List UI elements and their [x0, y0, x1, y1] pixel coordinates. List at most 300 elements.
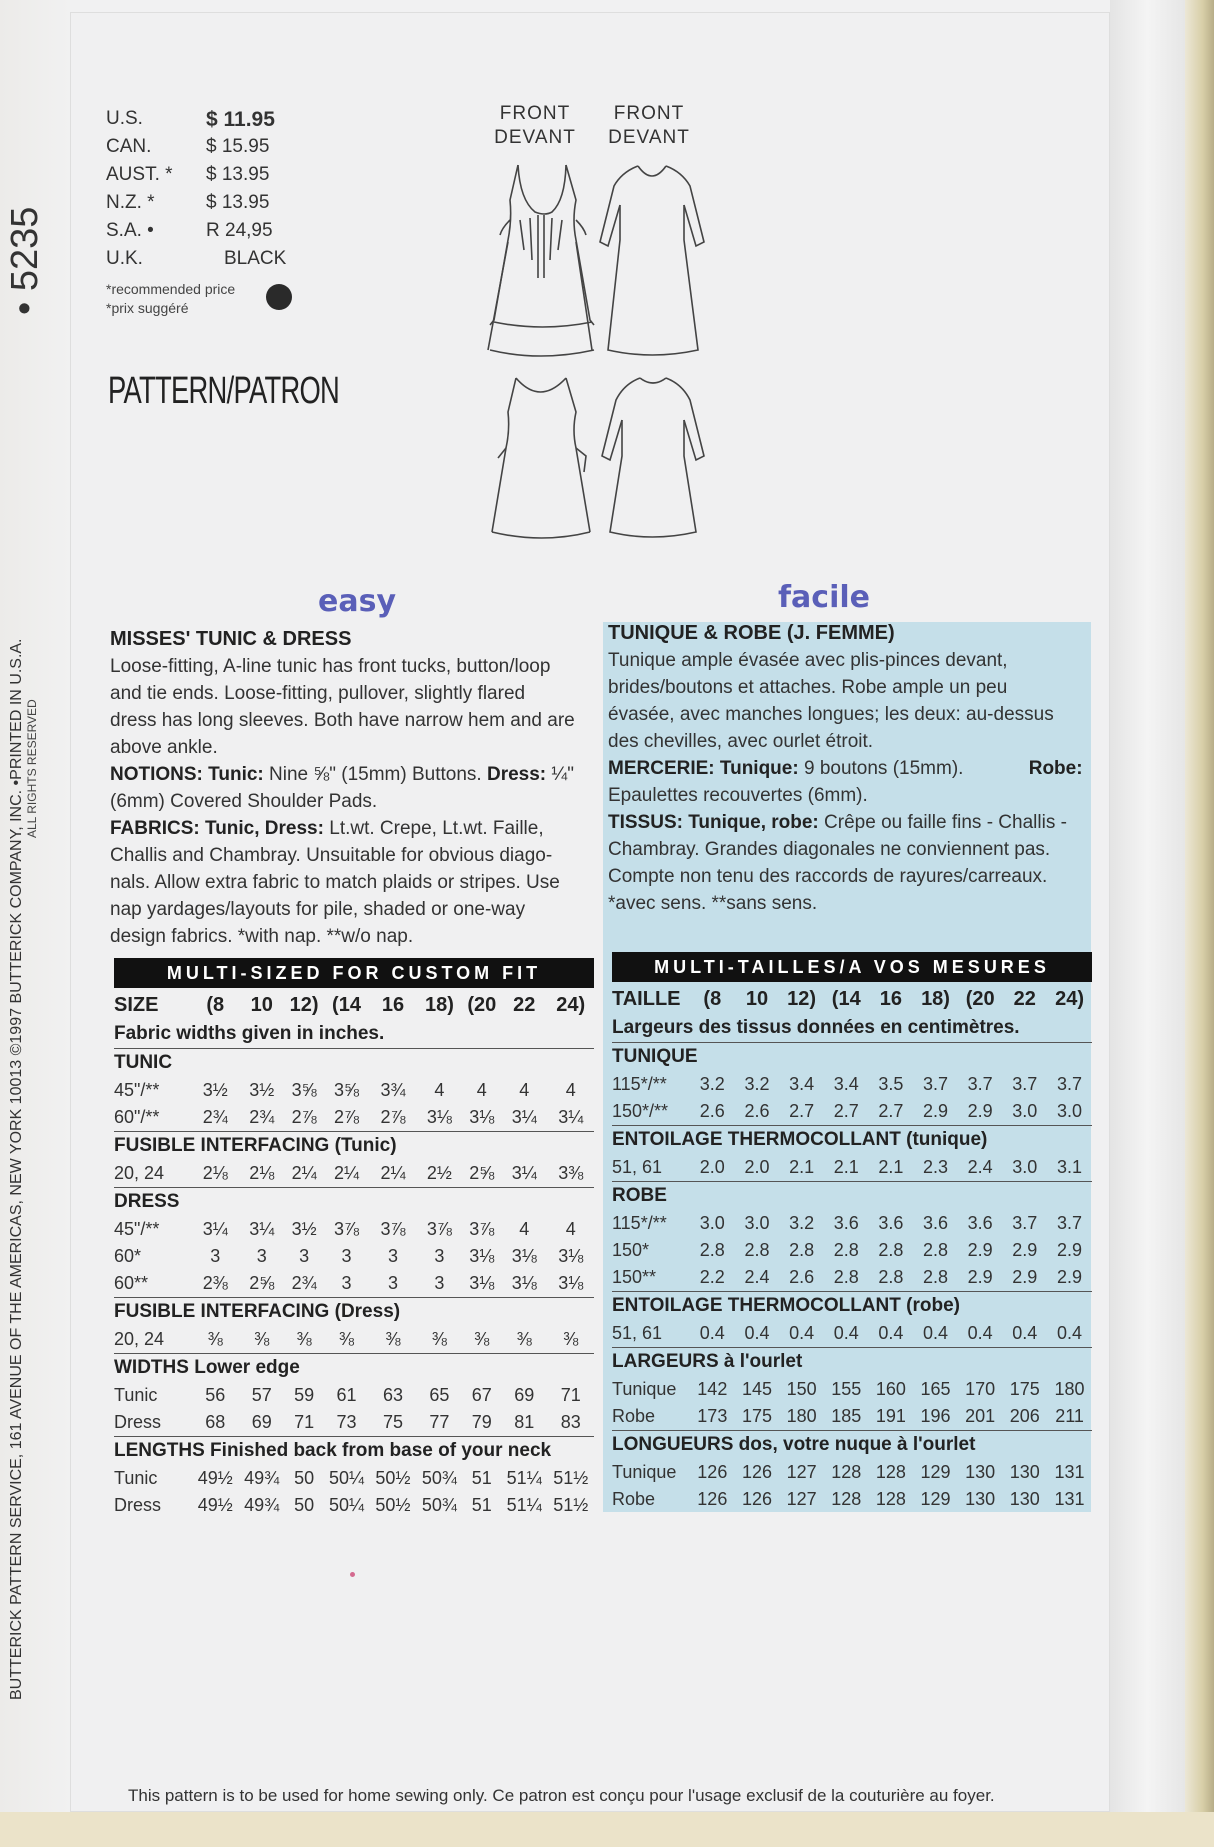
table-cell: 2⅝ [469, 1163, 495, 1183]
table-cell: 2.7 [878, 1101, 904, 1121]
table-cell: 3⅞ [380, 1219, 406, 1239]
mercerie-label: MERCERIE: Tunique: [608, 758, 799, 779]
table-cell: 128 [831, 1462, 862, 1482]
row-label: 20, 24 [114, 1163, 165, 1183]
table-cell: 3¼ [511, 1163, 537, 1183]
table-cell: 3 [299, 1246, 310, 1266]
price-country: CAN. [106, 136, 152, 157]
table-cell: ⅜ [563, 1329, 579, 1349]
table-row [114, 1077, 594, 1104]
table-cell: 71 [294, 1412, 315, 1432]
description-line: and tie ends. Loose-fitting, pullover, slightly flared [110, 683, 526, 704]
section-heading-row [612, 1126, 1092, 1155]
table-cell: 49¾ [244, 1468, 280, 1488]
table-cell: 3 [341, 1273, 352, 1293]
section-heading-row [114, 1437, 594, 1466]
table-cell: 3.0 [1057, 1101, 1083, 1121]
section-heading-row [114, 1132, 594, 1161]
section-heading-row [114, 1354, 594, 1383]
view-label-line: FRONT [613, 103, 685, 124]
table-row [612, 1376, 1092, 1403]
table-cell: 2.9 [1057, 1267, 1083, 1287]
table-cell: 3⅛ [558, 1273, 584, 1293]
table-cell: 127 [786, 1462, 817, 1482]
table-cell: 165 [920, 1379, 951, 1399]
tunic-back-sketch [492, 378, 590, 538]
table-cell: 3.6 [878, 1213, 904, 1233]
section-heading-row [612, 1182, 1092, 1211]
description-line: des chevilles, avec ourlet étroit. [608, 731, 874, 752]
price-row [106, 192, 296, 220]
table-cell: 49½ [197, 1495, 233, 1515]
table-cell: 2.7 [789, 1101, 815, 1121]
table-cell: 2¼ [333, 1163, 359, 1183]
table-cell: 150 [786, 1379, 817, 1399]
price-row [106, 220, 296, 248]
table-cell: 3 [434, 1273, 445, 1293]
table-cell: 51¼ [506, 1495, 542, 1515]
section-heading: DRESS [114, 1188, 594, 1217]
table-cell: 77 [429, 1412, 450, 1432]
tissus-line [608, 809, 1092, 836]
row-label: 60** [114, 1273, 149, 1293]
description-line: dress has long sleeves. Both have narrow hem and are [110, 710, 575, 731]
table-cell: 57 [251, 1385, 272, 1405]
table-cell: 126 [697, 1462, 728, 1482]
table-cell: 3 [256, 1246, 267, 1266]
table-row [114, 1492, 594, 1519]
table-cell: 2.0 [699, 1157, 725, 1177]
table-cell: 50 [294, 1468, 315, 1488]
table-cell: 2.3 [923, 1157, 949, 1177]
tissus-line: *avec sens. **sans sens. [608, 893, 818, 914]
table-cell: 3.7 [967, 1074, 993, 1094]
table-cell: 2.9 [967, 1101, 993, 1121]
envelope-right-edge [1185, 0, 1214, 1847]
table-cell: 3½ [249, 1080, 275, 1100]
table-cell: 65 [429, 1385, 450, 1405]
price-value: $ 13.95 [206, 192, 270, 213]
table-cell: 73 [336, 1412, 357, 1432]
table-cell: 61 [336, 1385, 357, 1405]
table-cell: 170 [965, 1379, 996, 1399]
black-dot-marker [266, 284, 292, 310]
section-heading: TUNIQUE [612, 1043, 1092, 1072]
table-cell: 0.4 [789, 1323, 815, 1343]
table-cell: 130 [1009, 1489, 1040, 1509]
table-cell: 185 [831, 1406, 862, 1426]
table-row [612, 1210, 1092, 1237]
table-cell: 2.8 [699, 1240, 725, 1260]
table-cell: 50½ [375, 1495, 411, 1515]
mercerie-line: Epaulettes recouvertes (6mm). [608, 785, 868, 806]
table-cell: 3⅛ [558, 1246, 584, 1266]
view-label-line: DEVANT [608, 127, 690, 148]
size-cell: (14 [332, 993, 361, 1016]
table-cell: 3.0 [1012, 1157, 1038, 1177]
table-cell: 128 [875, 1489, 906, 1509]
price-row [106, 108, 296, 136]
table-cell: 3.4 [833, 1074, 859, 1094]
table-cell: 69 [514, 1385, 535, 1405]
widths-note: Fabric widths given in inches. [114, 1023, 385, 1044]
size-cell: 12) [787, 987, 817, 1010]
row-label: Tunic [114, 1468, 158, 1488]
row-label: Robe [612, 1406, 656, 1426]
table-cell: 3.2 [699, 1074, 725, 1094]
section-heading-row [114, 1188, 594, 1217]
table-cell: 2.8 [833, 1267, 859, 1287]
table-cell: 131 [1054, 1462, 1085, 1482]
table-cell: 50¼ [328, 1495, 364, 1515]
table-cell: ⅜ [516, 1329, 532, 1349]
price-country: U.S. [106, 108, 143, 129]
row-label: 51, 61 [612, 1157, 663, 1177]
table-cell: 0.4 [923, 1323, 949, 1343]
size-cell: 18) [424, 993, 454, 1016]
row-label: Dress [114, 1412, 162, 1432]
size-cell: 16 [879, 987, 902, 1010]
table-cell: 75 [382, 1412, 403, 1432]
table-cell: 2⅝ [249, 1273, 275, 1293]
table-cell: 3⅛ [469, 1246, 495, 1266]
table-cell: 2⅞ [333, 1107, 359, 1127]
table-cell: 3⅛ [511, 1246, 537, 1266]
table-cell: 2.8 [878, 1267, 904, 1287]
price-row [106, 136, 296, 164]
row-label: Tunic [114, 1385, 158, 1405]
table-cell: 2.2 [699, 1267, 725, 1287]
table-cell: 2.6 [699, 1101, 725, 1121]
price-row [106, 248, 296, 276]
notions-dress-label: Dress: [486, 764, 547, 785]
table-cell: 0.4 [699, 1323, 725, 1343]
table-cell: 128 [831, 1489, 862, 1509]
table-cell: 3.7 [1012, 1074, 1038, 1094]
table-cell: 3¼ [202, 1219, 228, 1239]
table-cell: 3.7 [1057, 1213, 1083, 1233]
size-cell: (14 [831, 987, 861, 1010]
table-cell: 3¼ [249, 1219, 275, 1239]
table-cell: 3.4 [789, 1074, 815, 1094]
table-cell: 2.6 [744, 1101, 770, 1121]
table-cell: 0.4 [967, 1323, 993, 1343]
row-label: Dress [114, 1495, 162, 1515]
table-cell: 2.0 [744, 1157, 770, 1177]
table-cell: 67 [471, 1385, 492, 1405]
table-cell: 2.7 [833, 1101, 859, 1121]
table-cell: 2⅜ [202, 1273, 228, 1293]
table-cell: 4 [519, 1080, 530, 1100]
row-label: 60"/** [114, 1107, 160, 1127]
fabrics-text: Lt.wt. Crepe, Lt.wt. Faille, [329, 818, 544, 839]
description-line: brides/boutons et attaches. Robe ample un peu [608, 677, 1008, 698]
fabrics-label: FABRICS: Tunic, Dress: [110, 818, 324, 839]
table-cell: ⅜ [254, 1329, 270, 1349]
price-value: R 24,95 [206, 220, 273, 241]
dress-back-sketch [602, 378, 704, 537]
view-label-line: FRONT [499, 103, 571, 124]
english-description [110, 626, 596, 950]
table-row [612, 1264, 1092, 1292]
table-cell: 4 [565, 1219, 576, 1239]
table-cell: 3 [387, 1273, 398, 1293]
table-cell: 3¼ [558, 1107, 584, 1127]
table-cell: 68 [205, 1412, 226, 1432]
table-cell: 51½ [553, 1495, 589, 1515]
fabrics-line: nap yardages/layouts for pile, shaded or one-way [110, 899, 526, 920]
section-heading: LENGTHS Finished back from base of your neck [114, 1437, 594, 1466]
description-line: Loose-fitting, A-line tunic has front tucks, button/loop [110, 656, 551, 677]
description-line: évasée, avec manches longues; les deux: au-dessus [608, 704, 1054, 725]
tissus-line: Chambray. Grandes diagonales ne conviennent pas. [608, 839, 1051, 860]
notions-tunic: Nine ⅝" (15mm) Buttons. [269, 764, 482, 785]
pattern-title: PATTERN/PATRON [108, 370, 340, 412]
table-cell: 130 [1009, 1462, 1040, 1482]
section-heading: ENTOILAGE THERMOCOLLANT (robe) [612, 1292, 1092, 1321]
table-cell: 71 [560, 1385, 581, 1405]
table-cell: 191 [875, 1406, 906, 1426]
table-cell: 2.8 [923, 1267, 949, 1287]
table-row [114, 1409, 594, 1437]
row-label: 45"/** [114, 1080, 160, 1100]
table-cell: 173 [697, 1406, 728, 1426]
table-row [114, 1160, 594, 1188]
table-cell: 3⅞ [333, 1219, 359, 1239]
notions-label: NOTIONS: [110, 764, 203, 785]
section-heading-row [114, 1298, 594, 1327]
view-label-front-1 [480, 102, 590, 150]
size-cell: (8 [206, 993, 225, 1016]
row-label: 150** [612, 1267, 657, 1287]
tissus-label: TISSUS: Tunique, robe: [608, 812, 819, 833]
table-cell: 2⅛ [249, 1163, 275, 1183]
table-cell: 155 [831, 1379, 862, 1399]
table-cell: 79 [471, 1412, 492, 1432]
size-label: TAILLE [612, 987, 681, 1010]
size-cell: 10 [745, 987, 769, 1010]
row-label: Tunique [612, 1462, 677, 1482]
table-row [114, 1243, 594, 1270]
table-cell: 2.8 [923, 1240, 949, 1260]
table-cell: 3.6 [967, 1213, 993, 1233]
table-cell: 3 [210, 1246, 221, 1266]
table-cell: 63 [382, 1385, 403, 1405]
table-row [114, 1465, 594, 1492]
table-row [612, 1320, 1092, 1348]
price-value: $ 15.95 [206, 136, 270, 157]
price-note-fr: *prix suggéré [106, 300, 189, 316]
section-heading: ROBE [612, 1182, 1092, 1211]
table-cell: 50½ [375, 1468, 411, 1488]
table-cell: 51 [471, 1468, 492, 1488]
table-cell: 2.9 [967, 1267, 993, 1287]
table-cell: 3⅛ [469, 1107, 495, 1127]
table-cell: 180 [1054, 1379, 1085, 1399]
section-heading: ENTOILAGE THERMOCOLLANT (tunique) [612, 1126, 1092, 1155]
table-cell: 130 [965, 1489, 996, 1509]
table-cell: 211 [1055, 1406, 1084, 1426]
table-cell: 51 [471, 1495, 492, 1515]
table-cell: 0.4 [878, 1323, 904, 1343]
table-cell: ⅜ [474, 1329, 490, 1349]
price-country: N.Z. * [106, 192, 155, 213]
table-row [114, 1216, 594, 1243]
section-heading-row [114, 1049, 594, 1078]
notions-line [110, 761, 596, 788]
table-cell: 2¾ [202, 1107, 228, 1127]
table-cell: 3⅛ [511, 1273, 537, 1293]
price-row [106, 164, 296, 192]
table-cell: 2⅞ [291, 1107, 317, 1127]
table-cell: 2¼ [380, 1163, 406, 1183]
row-label: 115*/** [612, 1213, 667, 1233]
table-cell: 175 [1009, 1379, 1040, 1399]
table-cell: 126 [741, 1462, 772, 1482]
table-cell: 3½ [202, 1080, 228, 1100]
table-cell: 3 [387, 1246, 398, 1266]
mercerie-robe-label: Robe: [1028, 758, 1083, 779]
table-row [114, 1326, 594, 1354]
fabrics-line: design fabrics. *with nap. **w/o nap. [110, 926, 414, 947]
table-cell: ⅜ [431, 1329, 447, 1349]
table-cell: 2.6 [789, 1267, 815, 1287]
price-value: $ 11.95 [206, 108, 275, 131]
table-cell: 3.6 [833, 1213, 859, 1233]
table-cell: 2.4 [967, 1157, 993, 1177]
size-cell: 22 [1013, 987, 1036, 1010]
table-cell: 2.4 [744, 1267, 770, 1287]
table-cell: 0.4 [1012, 1323, 1038, 1343]
table-cell: 2.9 [923, 1101, 949, 1121]
table-row [612, 1486, 1092, 1513]
table-cell: 2¾ [291, 1273, 317, 1293]
row-label: 20, 24 [114, 1329, 165, 1349]
table-cell: 4 [565, 1080, 576, 1100]
table-cell: 2.9 [1012, 1240, 1038, 1260]
table-row [612, 1071, 1092, 1098]
row-label: 60* [114, 1246, 142, 1266]
table-cell: 2.8 [744, 1240, 770, 1260]
table-cell: 3.5 [878, 1074, 904, 1094]
price-note-en: *recommended price [106, 281, 236, 297]
price-value: BLACK [224, 248, 287, 269]
section-heading: FUSIBLE INTERFACING (Tunic) [114, 1132, 594, 1161]
table-cell: 50¾ [421, 1468, 457, 1488]
envelope-right-fold [1110, 0, 1185, 1847]
price-country: S.A. • [106, 220, 154, 241]
table-cell: 3.2 [744, 1074, 770, 1094]
table-cell: 175 [741, 1406, 772, 1426]
notions-tunic-label: Tunic: [208, 764, 264, 785]
french-description [608, 620, 1092, 917]
pattern-number: • 5235 [4, 206, 46, 315]
row-label: 51, 61 [612, 1323, 663, 1343]
table-cell: 50 [294, 1495, 315, 1515]
table-cell: 51¼ [506, 1468, 542, 1488]
footer-note: This pattern is to be used for home sewing only. Ce patron est conçu pour l'usage exclusif de la couturière au foyer. [128, 1786, 995, 1805]
fr-table-bar: MULTI-TAILLES/A VOS MESURES [612, 952, 1092, 982]
tunic-front-sketch [488, 165, 594, 356]
french-heading: TUNIQUE & ROBE (J. FEMME) [608, 622, 895, 644]
table-cell: 59 [294, 1385, 315, 1405]
section-heading: WIDTHS Lower edge [114, 1354, 594, 1383]
table-row [612, 1237, 1092, 1264]
english-heading: MISSES' TUNIC & DRESS [110, 628, 352, 650]
price-country: AUST. * [106, 164, 173, 185]
section-heading: LARGEURS à l'ourlet [612, 1348, 1092, 1377]
table-cell: 130 [965, 1462, 996, 1482]
easy-badge: easy [318, 584, 397, 619]
table-cell: 126 [697, 1489, 728, 1509]
table-cell: 131 [1054, 1489, 1085, 1509]
fr-yardage-table [612, 984, 1092, 1513]
view-label-front-2 [594, 102, 704, 150]
table-cell: 49½ [197, 1468, 233, 1488]
size-cell: (20 [965, 987, 995, 1010]
table-cell: 145 [741, 1379, 772, 1399]
section-heading-row [612, 1043, 1092, 1072]
table-cell: 2⅞ [380, 1107, 406, 1127]
size-cell: 10 [250, 993, 273, 1016]
table-cell: 3.7 [923, 1074, 949, 1094]
table-cell: 129 [920, 1462, 951, 1482]
table-cell: 4 [519, 1219, 530, 1239]
table-row [114, 1382, 594, 1409]
table-cell: 2.9 [967, 1240, 993, 1260]
envelope-bottom-strip [0, 1812, 1214, 1847]
table-cell: 126 [741, 1489, 772, 1509]
ink-speck [350, 1572, 355, 1577]
size-cell: 12) [289, 993, 319, 1016]
table-cell: 2½ [426, 1163, 452, 1183]
price-country: U.K. [106, 248, 143, 269]
widths-note-row [114, 1020, 594, 1049]
table-cell: 128 [875, 1462, 906, 1482]
size-cell: 22 [513, 993, 536, 1016]
section-heading: LONGUEURS dos, votre nuque à l'ourlet [612, 1431, 1092, 1460]
row-label: 115*/** [612, 1074, 667, 1094]
table-cell: 2.1 [789, 1157, 815, 1177]
table-cell: 50¾ [421, 1495, 457, 1515]
fabrics-line [110, 815, 596, 842]
table-cell: 4 [476, 1080, 487, 1100]
table-row [612, 1459, 1092, 1486]
table-cell: 3.7 [1057, 1074, 1083, 1094]
table-row [612, 1154, 1092, 1182]
table-cell: 0.4 [1057, 1323, 1083, 1343]
table-cell: 2¼ [291, 1163, 317, 1183]
table-cell: 3⅜ [558, 1163, 584, 1183]
table-row [612, 1098, 1092, 1126]
section-heading: FUSIBLE INTERFACING (Dress) [114, 1298, 594, 1327]
size-label: SIZE [114, 993, 159, 1016]
table-cell: 3 [341, 1246, 352, 1266]
table-cell: 3.0 [699, 1213, 725, 1233]
table-cell: 129 [920, 1489, 951, 1509]
row-label: Tunique [612, 1379, 677, 1399]
table-cell: 81 [514, 1412, 535, 1432]
table-cell: 3.0 [1012, 1101, 1038, 1121]
table-cell: 2.1 [878, 1157, 904, 1177]
tissus-line: Compte non tenu des raccords de rayures/carreaux. [608, 866, 1048, 887]
table-cell: 3¾ [380, 1080, 406, 1100]
table-row [612, 1403, 1092, 1431]
row-label: Robe [612, 1489, 656, 1509]
table-cell: 3.0 [744, 1213, 770, 1233]
size-cell: (8 [703, 987, 722, 1010]
table-cell: ⅜ [296, 1329, 312, 1349]
